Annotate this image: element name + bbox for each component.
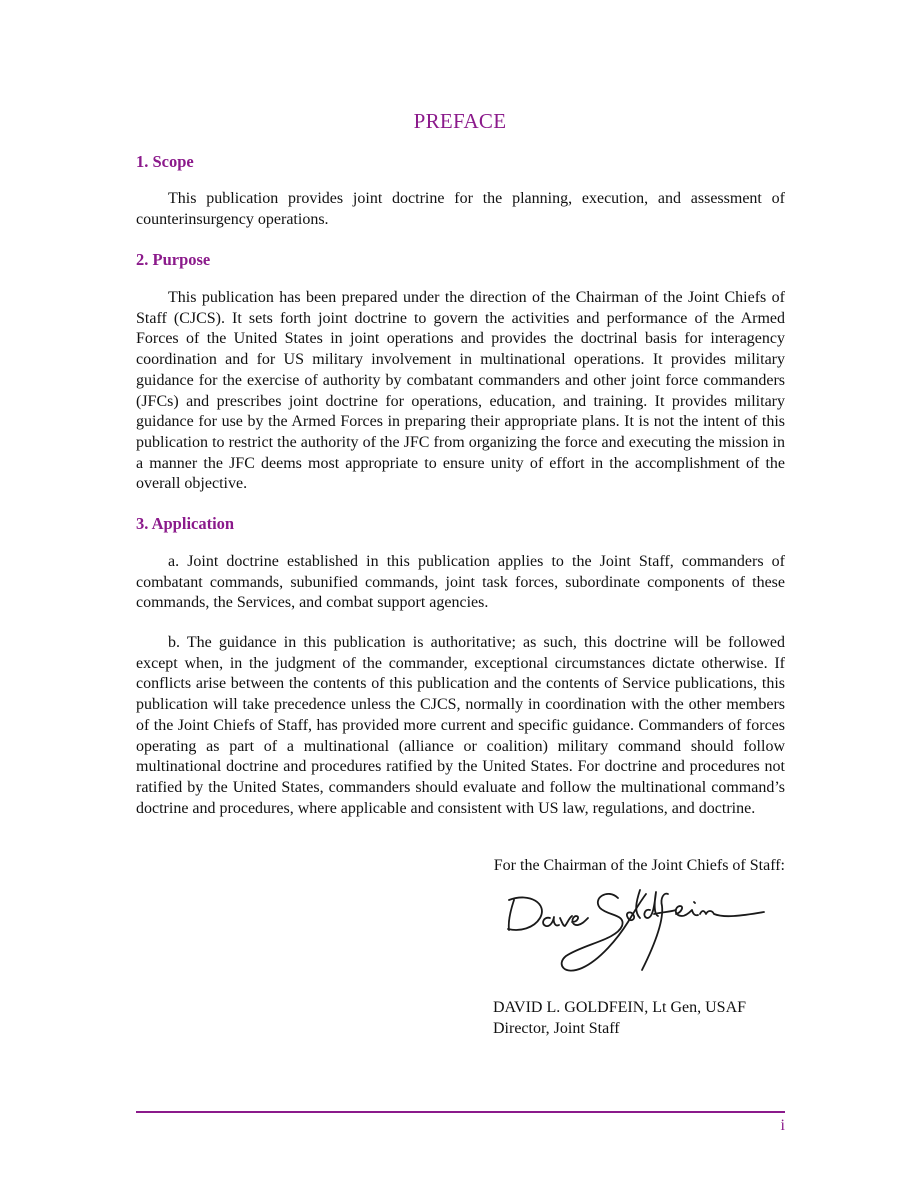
page-title: PREFACE: [413, 109, 507, 133]
closing-line: For the Chairman of the Joint Chiefs of Staff:: [493, 857, 785, 874]
section-heading-scope: 1. Scope: [136, 152, 194, 171]
page-number: i: [780, 1117, 785, 1134]
section-heading-purpose: 2. Purpose: [136, 250, 211, 269]
application-paragraph-a: a. Joint doctrine established in this publication applies to the Joint Staff, commanders of combatant commands, subunified commands, joint task forces, subordinate components of these commands, the Services, and combat support agencies.: [136, 553, 785, 612]
signature-image: [500, 882, 770, 977]
signatory-title: Director, Joint Staff: [493, 1020, 620, 1037]
section-heading-application: 3. Application: [136, 514, 235, 533]
signature-block: [493, 997, 746, 1039]
application-paragraph-b: b. The guidance in this publication is authoritative; as such, this doctrine will be followed except when, in the judgment of the commander, exceptional circumstances dictate otherwise. If conflicts arise between the contents of this publication and the contents of Service publications, this publication will take precedence unless the CJCS, normally in coordination with the other members of the Joint Chiefs of Staff, has provided more current and specific guidance. Commanders of forces operating as part of a multinational (alliance or coalition) military command should follow multinational doctrine and procedures ratified by the United States. For doctrine and procedures not ratified by the United States, commanders should evaluate and follow the multinational command’s doctrine and procedures, where applicable and consistent with US law, regulations, and doctrine.: [136, 634, 785, 817]
scope-paragraph: This publication provides joint doctrine for the planning, execution, and assessment of counterinsurgency operations.: [136, 190, 785, 228]
footer-rule: [136, 1111, 785, 1113]
signatory-name: DAVID L. GOLDFEIN, Lt Gen, USAF: [493, 999, 747, 1016]
purpose-paragraph: This publication has been prepared under the direction of the Chairman of the Joint Chiefs of Staff (CJCS). It sets forth joint doctrine to govern the activities and performance of the Armed Forces of the United States in joint operations and provides the doctrinal basis for interagency coordination and for US military involvement in multinational operations. It provides military guidance for the exercise of authority by combatant commanders and other joint force commanders (JFCs) and prescribes joint doctrine for operations, education, and training. It provides military guidance for use by the Armed Forces in preparing their appropriate plans. It is not the intent of this publication to restrict the authority of the JFC from organizing the force and executing the mission in a manner the JFC deems most appropriate to ensure unity of effort in the accomplishment of the overall objective.: [136, 289, 785, 493]
